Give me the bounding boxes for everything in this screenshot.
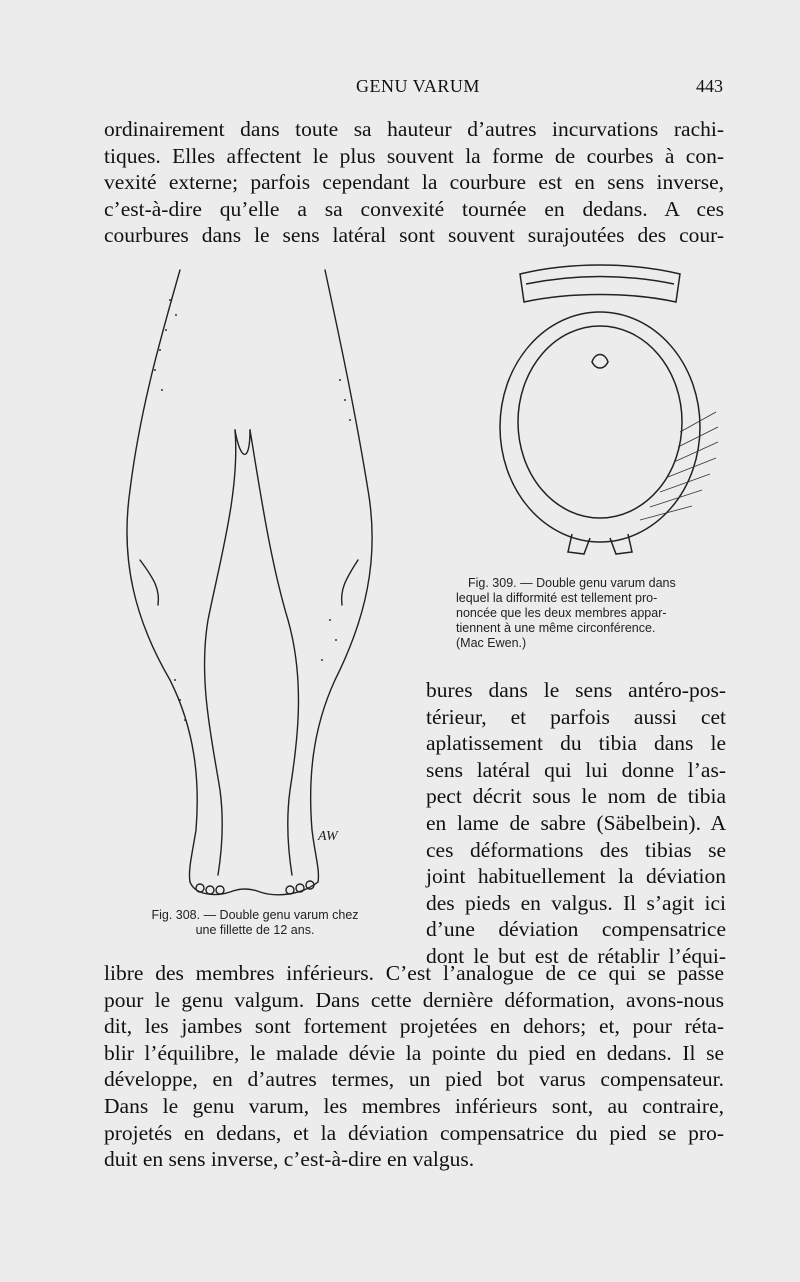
running-header [0, 76, 800, 100]
caption-line: (Mac Ewen.) [456, 636, 527, 650]
caption-line: Fig. 309. — Double genu varum dans [468, 576, 676, 590]
text-line: pour le genu valgum. Dans cette dernière déformation, avons-nous [104, 987, 724, 1012]
text-line: joint habituellement la déviation [426, 864, 726, 889]
text-line: duit en sens inverse, c’est-à-dire en valgus. [104, 1147, 475, 1172]
page-number: 443 [696, 76, 723, 96]
text-line: libre des membres inférieurs. C’est l’analogue de ce qui se passe [104, 961, 724, 985]
text-line: pect décrit sous le nom de tibia [426, 784, 726, 809]
caption-line: tiennent à une même circonférence. [456, 621, 656, 635]
figure-308-signature: AW [318, 829, 338, 844]
text-line: des pieds en valgus. Il s’agit ici [426, 890, 726, 915]
text-line: tiques. Elles affectent le plus souvent la forme de courbes à con- [104, 143, 724, 168]
caption-line: noncée que les deux membres appar- [456, 606, 667, 620]
text-line: vexité externe; parfois cependant la courbure est en sens inverse, [104, 170, 724, 195]
text-line: dit, les jambes sont fortement projetées en dehors; et, pour réta- [104, 1014, 724, 1039]
figure-309-caption [456, 576, 728, 651]
text-line: projetés en dedans, et la déviation compensatrice du pied se pro- [104, 1120, 724, 1145]
text-line: ordinairement dans toute sa hauteur d’autres incurvations rachi- [104, 117, 724, 141]
paragraph-top [104, 116, 724, 249]
text-line: en lame de sabre (Säbelbein). A [426, 810, 726, 835]
text-line: développe, en d’autres termes, un pied bot varus compensateur. [104, 1067, 724, 1092]
caption-line: une fillette de 12 ans. [195, 923, 315, 937]
text-line: blir l’équilibre, le malade dévie la pointe du pied en dedans. Il se [104, 1040, 724, 1065]
text-line: Dans le genu varum, les membres inférieurs sont, au contraire, [104, 1093, 724, 1118]
figure-308-illustration [100, 260, 410, 900]
text-line: bures dans le sens antéro-pos- [426, 678, 726, 702]
caption-line: lequel la difformité est tellement pro- [456, 591, 658, 605]
running-title: GENU VARUM [356, 76, 480, 96]
text-line: aplatissement du tibia dans le [426, 731, 726, 756]
text-line: dont le but est de rétablir l’équi- [426, 943, 726, 968]
paragraph-bottom [104, 960, 724, 1173]
text-line: ces déformations des tibias se [426, 837, 726, 862]
text-line: c’est-à-dire qu’elle a sa convexité tournée en dedans. A ces [104, 196, 724, 221]
figure-309-illustration [480, 262, 720, 562]
text-line: térieur, et parfois aussi cet [426, 704, 726, 729]
text-line: sens latéral qui lui donne l’as- [426, 757, 726, 782]
paragraph-right-column [426, 677, 726, 970]
figure-308-caption [130, 908, 380, 938]
caption-line: Fig. 308. — Double genu varum chez [151, 908, 359, 922]
text-line: d’une déviation compensatrice [426, 917, 726, 942]
text-line: courbures dans le sens latéral sont souvent surajoutées des cour- [104, 223, 724, 248]
